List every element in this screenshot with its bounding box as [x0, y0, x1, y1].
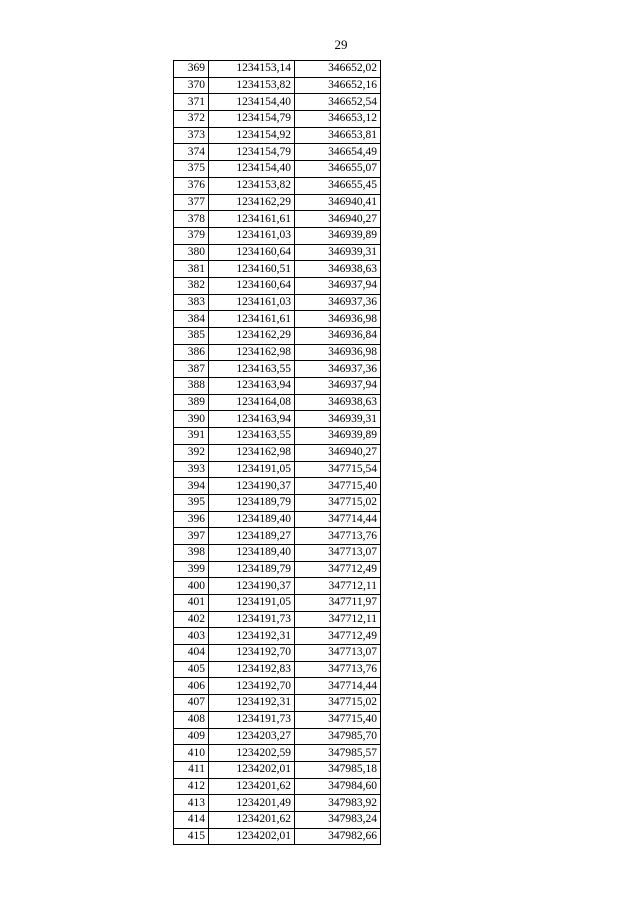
table-row: [174, 344, 381, 361]
point-number-cell: 414: [174, 811, 209, 828]
x-coordinate-cell: 1234162,29: [209, 328, 295, 345]
y-coordinate-cell: 346938,63: [295, 394, 381, 411]
y-coordinate-cell: 346937,94: [295, 277, 381, 294]
y-coordinate-cell: 346652,02: [295, 61, 381, 78]
y-coordinate-cell: 346939,31: [295, 244, 381, 261]
x-coordinate-cell: 1234154,40: [209, 161, 295, 178]
point-number-cell: 384: [174, 311, 209, 328]
x-coordinate-cell: 1234160,64: [209, 244, 295, 261]
point-number-cell: 399: [174, 561, 209, 578]
point-number-cell: 383: [174, 294, 209, 311]
page-number: 29: [334, 37, 348, 52]
x-coordinate-cell: 1234160,64: [209, 277, 295, 294]
x-coordinate-cell: 1234161,61: [209, 311, 295, 328]
x-coordinate-cell: 1234154,79: [209, 111, 295, 128]
point-number-cell: 390: [174, 411, 209, 428]
table-row: [174, 628, 381, 645]
x-coordinate-cell: 1234192,83: [209, 661, 295, 678]
point-number-cell: 380: [174, 244, 209, 261]
table-row: [174, 211, 381, 228]
x-coordinate-cell: 1234189,40: [209, 511, 295, 528]
y-coordinate-cell: 347713,07: [295, 544, 381, 561]
x-coordinate-cell: 1234160,51: [209, 261, 295, 278]
table-row: [174, 795, 381, 812]
point-number-cell: 370: [174, 77, 209, 94]
point-number-cell: 386: [174, 344, 209, 361]
point-number-cell: 398: [174, 544, 209, 561]
table-row: [174, 144, 381, 161]
x-coordinate-cell: 1234161,03: [209, 227, 295, 244]
table-row: [174, 778, 381, 795]
x-coordinate-cell: 1234189,79: [209, 561, 295, 578]
y-coordinate-cell: 347712,49: [295, 628, 381, 645]
table-row: [174, 511, 381, 528]
table-row: [174, 745, 381, 762]
y-coordinate-cell: 346936,98: [295, 344, 381, 361]
table-row: [174, 244, 381, 261]
table-row: [174, 177, 381, 194]
table-row: [174, 61, 381, 78]
point-number-cell: 404: [174, 645, 209, 662]
point-number-cell: 403: [174, 628, 209, 645]
table-row: [174, 728, 381, 745]
y-coordinate-cell: 347714,44: [295, 678, 381, 695]
y-coordinate-cell: 346937,36: [295, 361, 381, 378]
x-coordinate-cell: 1234191,73: [209, 611, 295, 628]
table-row: [174, 277, 381, 294]
y-coordinate-cell: 347714,44: [295, 511, 381, 528]
x-coordinate-cell: 1234189,40: [209, 544, 295, 561]
point-number-cell: 400: [174, 578, 209, 595]
y-coordinate-cell: 347715,40: [295, 711, 381, 728]
y-coordinate-cell: 347985,70: [295, 728, 381, 745]
x-coordinate-cell: 1234154,92: [209, 127, 295, 144]
point-number-cell: 412: [174, 778, 209, 795]
table-row: [174, 361, 381, 378]
y-coordinate-cell: 347713,76: [295, 661, 381, 678]
y-coordinate-cell: 347983,92: [295, 795, 381, 812]
x-coordinate-cell: 1234192,31: [209, 695, 295, 712]
point-number-cell: 409: [174, 728, 209, 745]
y-coordinate-cell: 346939,89: [295, 227, 381, 244]
point-number-cell: 396: [174, 511, 209, 528]
table-row: [174, 94, 381, 111]
point-number-cell: 374: [174, 144, 209, 161]
y-coordinate-cell: 346939,31: [295, 411, 381, 428]
point-number-cell: 373: [174, 127, 209, 144]
y-coordinate-cell: 346653,12: [295, 111, 381, 128]
y-coordinate-cell: 346936,98: [295, 311, 381, 328]
coordinates-table: [173, 60, 381, 845]
table-row: [174, 761, 381, 778]
point-number-cell: 378: [174, 211, 209, 228]
table-row: [174, 494, 381, 511]
x-coordinate-cell: 1234164,08: [209, 394, 295, 411]
table-row: [174, 578, 381, 595]
y-coordinate-cell: 347982,66: [295, 828, 381, 845]
point-number-cell: 415: [174, 828, 209, 845]
point-number-cell: 406: [174, 678, 209, 695]
table-row: [174, 161, 381, 178]
y-coordinate-cell: 347713,07: [295, 645, 381, 662]
x-coordinate-cell: 1234190,37: [209, 578, 295, 595]
point-number-cell: 395: [174, 494, 209, 511]
y-coordinate-cell: 346655,45: [295, 177, 381, 194]
table-row: [174, 661, 381, 678]
point-number-cell: 397: [174, 528, 209, 545]
y-coordinate-cell: 346937,94: [295, 378, 381, 395]
point-number-cell: 377: [174, 194, 209, 211]
point-number-cell: 392: [174, 444, 209, 461]
table-row: [174, 294, 381, 311]
x-coordinate-cell: 1234191,73: [209, 711, 295, 728]
point-number-cell: 369: [174, 61, 209, 78]
table-row: [174, 544, 381, 561]
y-coordinate-cell: 346655,07: [295, 161, 381, 178]
table-row: [174, 127, 381, 144]
x-coordinate-cell: 1234191,05: [209, 595, 295, 612]
x-coordinate-cell: 1234201,49: [209, 795, 295, 812]
x-coordinate-cell: 1234202,01: [209, 761, 295, 778]
y-coordinate-cell: 347984,60: [295, 778, 381, 795]
y-coordinate-cell: 346652,54: [295, 94, 381, 111]
table-row: [174, 678, 381, 695]
table-row: [174, 328, 381, 345]
table-row: [174, 428, 381, 445]
table-row: [174, 77, 381, 94]
coordinates-table-body: [174, 61, 381, 845]
y-coordinate-cell: 346939,89: [295, 428, 381, 445]
x-coordinate-cell: 1234154,40: [209, 94, 295, 111]
y-coordinate-cell: 347715,02: [295, 695, 381, 712]
point-number-cell: 388: [174, 378, 209, 395]
y-coordinate-cell: 347712,49: [295, 561, 381, 578]
table-row: [174, 111, 381, 128]
y-coordinate-cell: 346938,63: [295, 261, 381, 278]
y-coordinate-cell: 347711,97: [295, 595, 381, 612]
table-row: [174, 411, 381, 428]
x-coordinate-cell: 1234163,55: [209, 428, 295, 445]
x-coordinate-cell: 1234153,82: [209, 77, 295, 94]
table-row: [174, 645, 381, 662]
x-coordinate-cell: 1234190,37: [209, 478, 295, 495]
x-coordinate-cell: 1234163,94: [209, 411, 295, 428]
table-row: [174, 461, 381, 478]
x-coordinate-cell: 1234153,82: [209, 177, 295, 194]
x-coordinate-cell: 1234163,55: [209, 361, 295, 378]
x-coordinate-cell: 1234162,29: [209, 194, 295, 211]
y-coordinate-cell: 346653,81: [295, 127, 381, 144]
point-number-cell: 394: [174, 478, 209, 495]
table-row: [174, 444, 381, 461]
point-number-cell: 391: [174, 428, 209, 445]
y-coordinate-cell: 346937,36: [295, 294, 381, 311]
table-row: [174, 811, 381, 828]
point-number-cell: 387: [174, 361, 209, 378]
point-number-cell: 393: [174, 461, 209, 478]
point-number-cell: 372: [174, 111, 209, 128]
point-number-cell: 381: [174, 261, 209, 278]
point-number-cell: 410: [174, 745, 209, 762]
y-coordinate-cell: 347713,76: [295, 528, 381, 545]
table-row: [174, 227, 381, 244]
point-number-cell: 376: [174, 177, 209, 194]
x-coordinate-cell: 1234192,31: [209, 628, 295, 645]
table-row: [174, 261, 381, 278]
table-row: [174, 595, 381, 612]
point-number-cell: 389: [174, 394, 209, 411]
table-row: [174, 194, 381, 211]
table-row: [174, 478, 381, 495]
y-coordinate-cell: 347712,11: [295, 611, 381, 628]
y-coordinate-cell: 347715,54: [295, 461, 381, 478]
point-number-cell: 382: [174, 277, 209, 294]
point-number-cell: 407: [174, 695, 209, 712]
point-number-cell: 411: [174, 761, 209, 778]
point-number-cell: 379: [174, 227, 209, 244]
table-row: [174, 611, 381, 628]
x-coordinate-cell: 1234162,98: [209, 444, 295, 461]
x-coordinate-cell: 1234189,27: [209, 528, 295, 545]
x-coordinate-cell: 1234201,62: [209, 778, 295, 795]
point-number-cell: 401: [174, 595, 209, 612]
x-coordinate-cell: 1234161,61: [209, 211, 295, 228]
y-coordinate-cell: 347715,40: [295, 478, 381, 495]
x-coordinate-cell: 1234203,27: [209, 728, 295, 745]
y-coordinate-cell: 346940,41: [295, 194, 381, 211]
y-coordinate-cell: 346940,27: [295, 211, 381, 228]
x-coordinate-cell: 1234189,79: [209, 494, 295, 511]
y-coordinate-cell: 347983,24: [295, 811, 381, 828]
x-coordinate-cell: 1234153,14: [209, 61, 295, 78]
table-row: [174, 561, 381, 578]
y-coordinate-cell: 347985,18: [295, 761, 381, 778]
x-coordinate-cell: 1234161,03: [209, 294, 295, 311]
y-coordinate-cell: 346654,49: [295, 144, 381, 161]
table-row: [174, 828, 381, 845]
x-coordinate-cell: 1234154,79: [209, 144, 295, 161]
table-row: [174, 311, 381, 328]
x-coordinate-cell: 1234201,62: [209, 811, 295, 828]
x-coordinate-cell: 1234192,70: [209, 678, 295, 695]
x-coordinate-cell: 1234202,59: [209, 745, 295, 762]
y-coordinate-cell: 347715,02: [295, 494, 381, 511]
x-coordinate-cell: 1234202,01: [209, 828, 295, 845]
point-number-cell: 408: [174, 711, 209, 728]
y-coordinate-cell: 347712,11: [295, 578, 381, 595]
point-number-cell: 385: [174, 328, 209, 345]
y-coordinate-cell: 347985,57: [295, 745, 381, 762]
x-coordinate-cell: 1234162,98: [209, 344, 295, 361]
point-number-cell: 375: [174, 161, 209, 178]
point-number-cell: 405: [174, 661, 209, 678]
table-row: [174, 394, 381, 411]
table-row: [174, 528, 381, 545]
point-number-cell: 371: [174, 94, 209, 111]
y-coordinate-cell: 346940,27: [295, 444, 381, 461]
x-coordinate-cell: 1234191,05: [209, 461, 295, 478]
table-row: [174, 711, 381, 728]
y-coordinate-cell: 346936,84: [295, 328, 381, 345]
table-row: [174, 695, 381, 712]
x-coordinate-cell: 1234163,94: [209, 378, 295, 395]
point-number-cell: 402: [174, 611, 209, 628]
x-coordinate-cell: 1234192,70: [209, 645, 295, 662]
point-number-cell: 413: [174, 795, 209, 812]
y-coordinate-cell: 346652,16: [295, 77, 381, 94]
table-row: [174, 378, 381, 395]
